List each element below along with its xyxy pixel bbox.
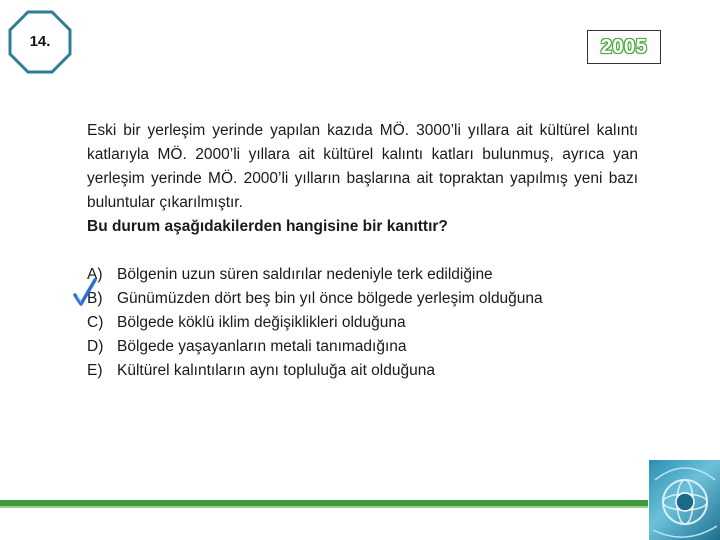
option-letter: C) <box>87 314 104 331</box>
question-block <box>87 119 638 239</box>
option-letter: A) <box>87 266 103 283</box>
option-text: Bölgede yaşayanların metali tanımadığına <box>117 338 407 355</box>
footer-bar-highlight <box>0 506 648 508</box>
question-number-badge <box>8 10 72 74</box>
option-text: Bölgede köklü iklim değişiklikleri olduğuna <box>117 314 406 331</box>
option-e[interactable] <box>87 359 647 383</box>
option-text: Günümüzden dört beş bin yıl önce bölgede yerleşim olduğuna <box>117 290 543 307</box>
option-a[interactable] <box>87 263 647 287</box>
option-letter: D) <box>87 338 104 355</box>
option-letter: E) <box>87 362 103 379</box>
option-text: Kültürel kalıntıların aynı topluluğa ait olduğuna <box>117 362 435 379</box>
option-c[interactable] <box>87 311 647 335</box>
option-b[interactable] <box>87 287 647 311</box>
answer-options <box>87 263 647 383</box>
option-d[interactable] <box>87 335 647 359</box>
option-text: Bölgenin uzun süren saldırılar nedeniyle terk edildiğine <box>117 266 493 283</box>
checkmark-icon <box>72 277 98 309</box>
year-badge: 2005 <box>587 30 661 64</box>
question-prompt: Bu durum aşağıdakilerden hangisine bir kanıttır? <box>87 218 448 235</box>
option-letter: B) <box>87 290 103 307</box>
globe-logo-icon <box>649 460 720 540</box>
question-number: 14. <box>29 33 51 50</box>
question-stem: Eski bir yerleşim yerinde yapılan kazıda MÖ. 3000’li yıllara ait kültürel kalıntı katlarıyla MÖ. 2000’li yıllara ait kültürel kalıntı katları bulunmuş, ayrıca yan yerleşim yerinde MÖ. 2000’li yılların başlarına ait topraktan yapılmış yeni bazı buluntular çıkarılmıştır. <box>87 122 638 211</box>
